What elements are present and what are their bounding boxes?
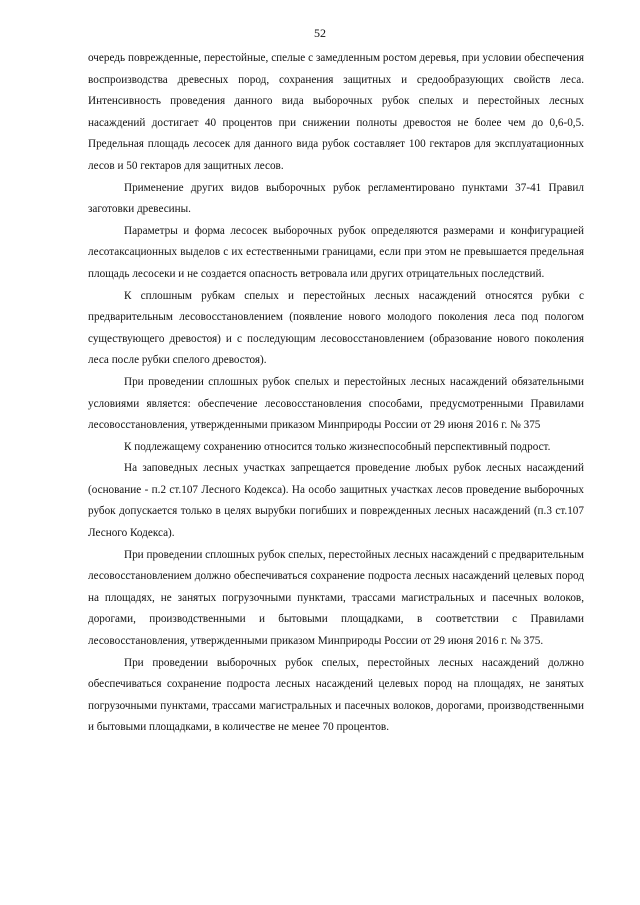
page-number: 52 bbox=[314, 26, 326, 40]
paragraph: К подлежащему сохранению относится только жизнеспособный перспективный подрост. bbox=[124, 440, 551, 453]
paragraph: К сплошным рубкам спелых и перестойных лесных насаждений относятся рубки с предварительным лесовосстановлением (появление нового молодого поколения леса под пологом существующего древостоя) и с последующим лесовосстановлением (образование нового поколения леса после рубки спелого древостоя). bbox=[88, 289, 584, 367]
paragraph: При проведении сплошных рубок спелых, перестойных лесных насаждений с предварительным лесовосстановлением должно обеспечиваться сохранение подроста лесных насаждений целевых пород на площадях, не занятых погрузочными пунктами, трассами магистральных и пасечных волоков, дорогами, производственными и бытовыми площадками, в соответствии с Правилами лесовосстановления, утвержденными приказом Минприроды России от 29 июня 2016 г. № 375. bbox=[88, 548, 584, 648]
paragraph: Параметры и форма лесосек выборочных рубок определяются размерами и конфигурацией лесотаксационных выделов с их естественными границами, если при этом не превышается предельная площадь лесосеки и не создается опасность ветровала или других отрицательных последствий. bbox=[88, 224, 584, 280]
paragraph: На заповедных лесных участках запрещается проведение любых рубок лесных насаждений (основание - п.2 ст.107 Лесного Кодекса). На особо защитных участках лесов проведение выборочных рубок допускается только в целях вырубки погибших и поврежденных лесных насаждений (п.3 ст.107 Лесного Кодекса). bbox=[88, 462, 584, 540]
paragraph: При проведении сплошных рубок спелых и перестойных лесных насаждений обязательными условиями является: обеспечение лесовосстановления способами, предусмотренными Правилами лесовосстановления, утвержденными приказом Минприроды России от 29 июня 2016 г. № 375 bbox=[88, 375, 584, 432]
paragraph: При проведении выборочных рубок спелых, перестойных лесных насаждений должно обеспечиваться сохранение подроста лесных насаждений целевых пород на площадях, не занятых погрузочными пунктами, трассами магистральных и пасечных волоков, дорогами, производственными и бытовыми площадками, в количестве не менее 70 процентов. bbox=[88, 656, 584, 734]
document-body bbox=[88, 48, 584, 739]
paragraph: очередь поврежденные, перестойные, спелые с замедленным ростом деревья, при условии обеспечения воспроизводства древесных пород, сохранения защитных и средообразующих свойств леса. Интенсивность проведения данного вида выборочных рубок спелых и перестойных лесных насаждений достигает 40 процентов при снижении полноты древостоя не более чем до 0,6-0,5. Предельная площадь лесосек для данного вида рубок составляет 100 гектаров для эксплуатационных лесов и 50 гектаров для защитных лесов. bbox=[88, 52, 584, 172]
paragraph: Применение других видов выборочных рубок регламентировано пунктами 37-41 Правил заготовки древесины. bbox=[88, 181, 584, 216]
